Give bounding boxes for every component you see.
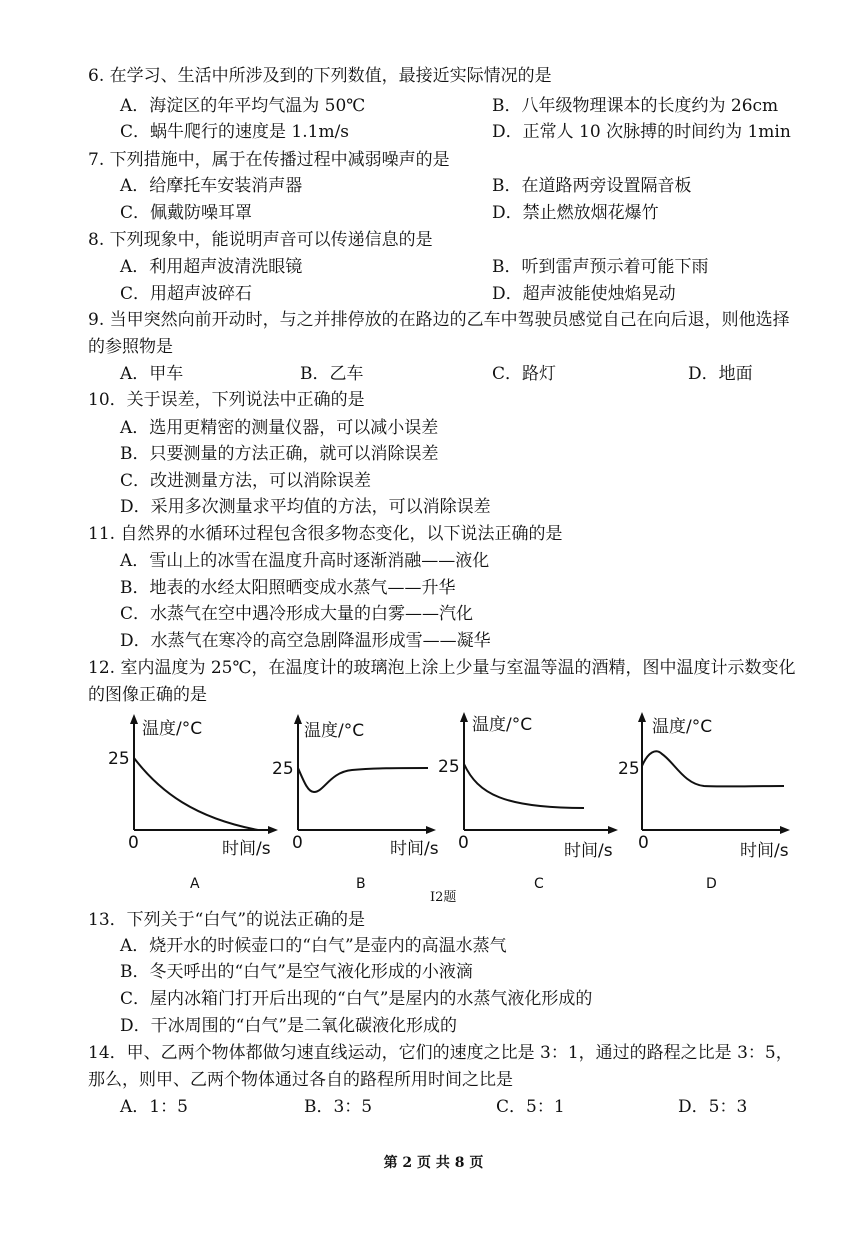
- question-7-option-c: C．佩戴防噪耳罩: [120, 203, 253, 223]
- question-9-option-a: A．甲车: [120, 364, 184, 384]
- question-6-option-d: D．正常人 10 次脉搏的时间约为 1min: [492, 122, 791, 142]
- question-8-option-c: C．用超声波碎石: [120, 284, 253, 304]
- question-6-stem: 6. 在学习、生活中所涉及到的下列数值，最接近实际情况的是: [88, 66, 552, 86]
- question-14-option-b: B．3：5: [304, 1097, 373, 1117]
- curve-d: [642, 751, 784, 786]
- question-11-option-a: A．雪山上的冰雪在温度升高时逐渐消融——液化: [120, 551, 490, 571]
- graph-b-ytick: 25: [272, 759, 294, 779]
- question-6-option-a: A．海淀区的年平均气温为 50℃: [120, 96, 366, 116]
- graph-a-letter: A: [190, 876, 200, 892]
- question-8-option-d: D．超声波能使烛焰晃动: [492, 284, 676, 304]
- question-13-option-c: C．屋内冰箱门打开后出现的“白气”是屋内的水蒸气液化形成的: [120, 989, 593, 1009]
- question-7-option-b: B．在道路两旁设置隔音板: [492, 176, 692, 196]
- graph-b-ylabel: 温度/°C: [304, 721, 365, 741]
- question-7-option-d: D．禁止燃放烟花爆竹: [492, 203, 659, 223]
- question-14-option-d: D．5：3: [678, 1097, 748, 1117]
- graph-d-letter: D: [706, 876, 717, 892]
- curve-b: [298, 768, 428, 792]
- graph-d-ytick: 25: [618, 759, 640, 779]
- question-14-stem-line2: 那么，则甲、乙两个物体通过各自的路程所用时间之比是: [88, 1070, 513, 1090]
- graph-c: [434, 712, 624, 867]
- question-7-stem: 7. 下列措施中，属于在传播过程中减弱噪声的是: [88, 150, 450, 170]
- graph-d-ylabel: 温度/°C: [652, 717, 713, 737]
- graph-c-ylabel: 温度/°C: [472, 715, 533, 735]
- question-8-option-a: A．利用超声波清洗眼镜: [120, 257, 303, 277]
- question-10-option-d: D．采用多次测量求平均值的方法，可以消除误差: [120, 497, 491, 517]
- graph-d-xlabel: 时间/s: [740, 841, 789, 861]
- question-14-option-a: A．1：5: [120, 1097, 188, 1117]
- graph-d: [612, 712, 802, 867]
- graph-a-xlabel: 时间/s: [222, 839, 271, 859]
- graph-d-origin: 0: [638, 833, 649, 853]
- question-10-option-b: B．只要测量的方法正确，就可以消除误差: [120, 444, 439, 464]
- graph-a: [100, 712, 280, 867]
- graph-c-ytick: 25: [438, 757, 460, 777]
- question-11-option-d: D．水蒸气在寒冷的高空急剧降温形成雪——凝华: [120, 631, 491, 651]
- curve-c: [464, 764, 584, 808]
- page-footer: 第 2 页 共 8 页: [383, 1155, 484, 1171]
- question-9-stem-line1: 9. 当甲突然向前开动时，与之并排停放的在路边的乙车中驾驶员感觉自己在向后退，则他选择: [88, 310, 790, 330]
- question-13-option-d: D．干冰周围的“白气”是二氧化碳液化形成的: [120, 1016, 458, 1036]
- graph-c-letter: C: [534, 876, 544, 892]
- question-9-option-c: C．路灯: [492, 364, 557, 384]
- question-13-option-b: B．冬天呼出的“白气”是空气液化形成的小液滴: [120, 962, 473, 982]
- question-10-option-c: C．改进测量方法，可以消除误差: [120, 471, 372, 491]
- graph-a-ytick: 25: [108, 749, 130, 769]
- question-14-stem-line1: 14．甲、乙两个物体都做匀速直线运动，它们的速度之比是 3：1，通过的路程之比是 3：5，: [88, 1043, 793, 1063]
- question-13-stem: 13．下列关于“白气”的说法正确的是: [88, 910, 366, 930]
- graph-b-origin: 0: [292, 833, 303, 853]
- question-6-option-c: C．蜗牛爬行的速度是 1.1m/s: [120, 122, 350, 142]
- graph-b-letter: B: [356, 876, 366, 892]
- question-8-stem: 8. 下列现象中，能说明声音可以传递信息的是: [88, 230, 433, 250]
- question-11-option-c: C．水蒸气在空中遇冷形成大量的白雾——汽化: [120, 604, 474, 624]
- question-9-stem-line2: 的参照物是: [88, 337, 173, 357]
- question-10-option-a: A．选用更精密的测量仪器，可以减小误差: [120, 418, 439, 438]
- graph-a-origin: 0: [128, 833, 139, 853]
- question-9-option-d: D．地面: [688, 364, 753, 384]
- figure-caption: I2题: [430, 890, 457, 905]
- question-12-stem-line1: 12. 室内温度为 25℃，在温度计的玻璃泡上涂上少量与室温等温的酒精，图中温度计示数变化: [88, 658, 796, 678]
- question-11-stem: 11. 自然界的水循环过程包含很多物态变化，以下说法正确的是: [88, 524, 563, 544]
- question-8-option-b: B．听到雷声预示着可能下雨: [492, 257, 709, 277]
- question-7-option-a: A．给摩托车安装消声器: [120, 176, 303, 196]
- question-6-option-b: B．八年级物理课本的长度约为 26cm: [492, 96, 779, 116]
- graph-b-xlabel: 时间/s: [390, 839, 439, 859]
- graph-c-origin: 0: [458, 833, 469, 853]
- question-12-stem-line2: 的图像正确的是: [88, 685, 207, 705]
- question-10-stem: 10．关于误差，下列说法中正确的是: [88, 390, 365, 410]
- graph-b: [268, 712, 448, 867]
- graph-c-xlabel: 时间/s: [564, 841, 613, 861]
- question-13-option-a: A．烧开水的时候壶口的“白气”是壶内的高温水蒸气: [120, 936, 507, 956]
- question-11-option-b: B．地表的水经太阳照晒变成水蒸气——升华: [120, 578, 456, 598]
- question-14-option-c: C．5：1: [496, 1097, 565, 1117]
- curve-a: [134, 758, 258, 830]
- graph-a-ylabel: 温度/°C: [142, 719, 203, 739]
- question-9-option-b: B．乙车: [300, 364, 364, 384]
